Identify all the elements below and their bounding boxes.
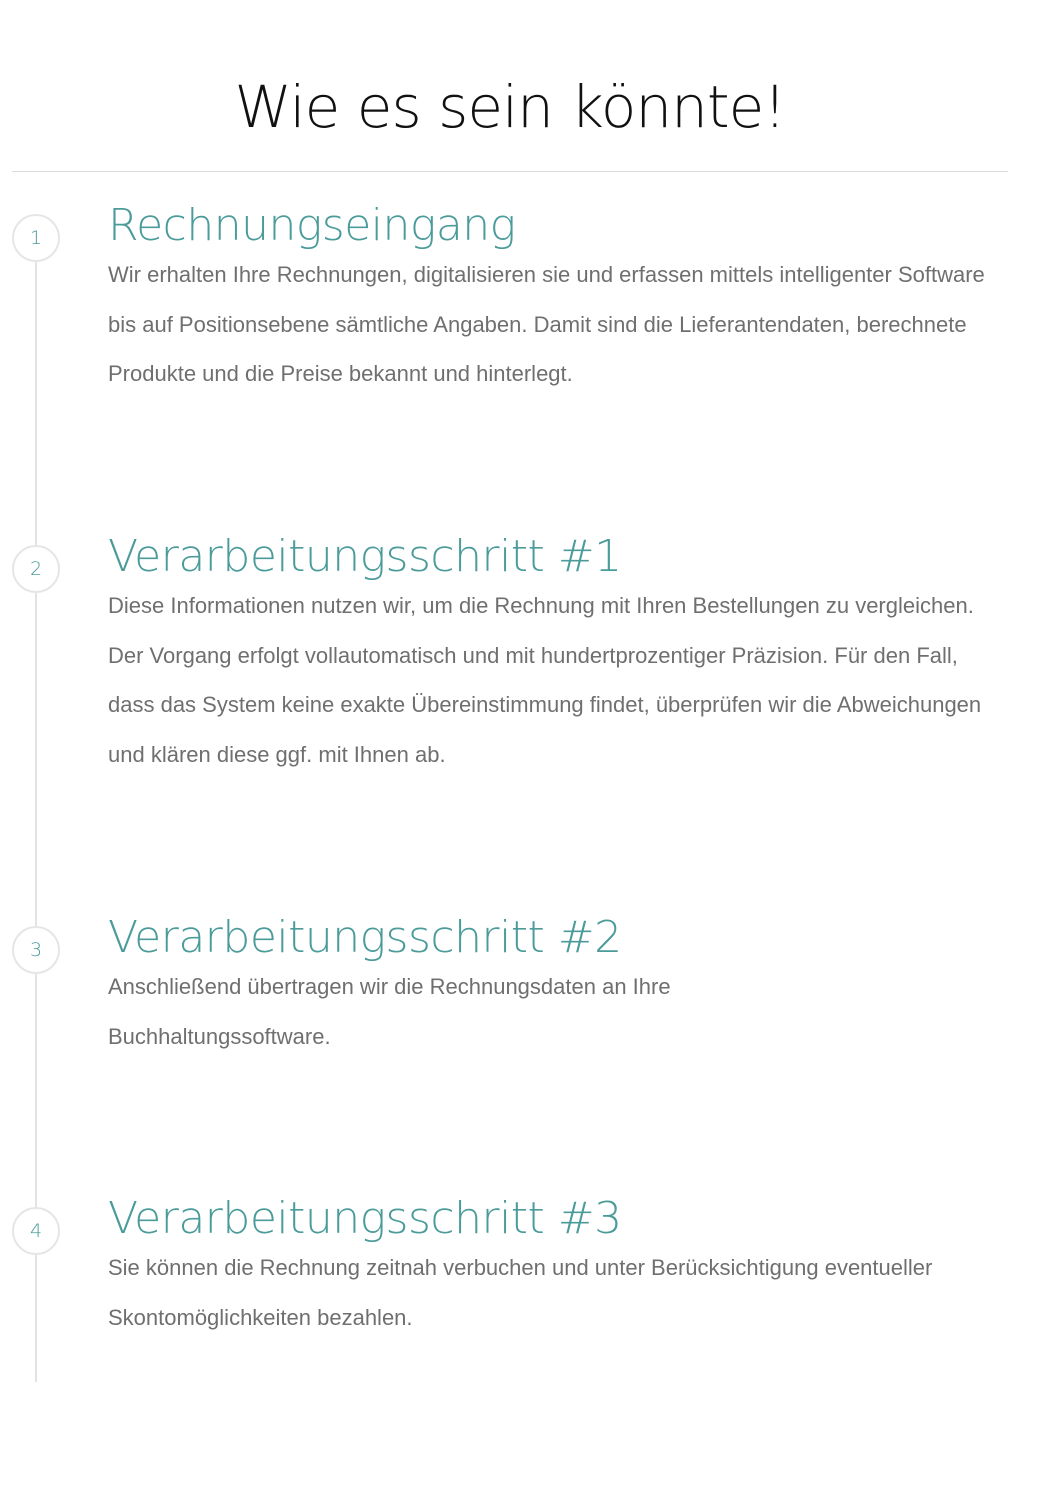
step-title: Verarbeitungsschritt #1 xyxy=(108,531,622,582)
page-title: Wie es sein könnte! xyxy=(234,72,786,141)
step-number-badge: 1 xyxy=(12,214,60,262)
step-title: Verarbeitungsschritt #3 xyxy=(108,1193,622,1244)
step-description: Sie können die Rechnung zeitnah verbuchen und unter Berücksichtigung eventueller Skontomöglichkeiten bezahlen. xyxy=(108,1255,933,1330)
step-number-badge: 3 xyxy=(12,926,60,974)
divider xyxy=(12,171,1008,172)
step-description: Diese Informationen nutzen wir, um die Rechnung mit Ihren Bestellungen zu vergleichen. Der Vorgang erfolgt vollautomatisch und mit hundertprozentiger Präzision. Für den Fall, dass das System keine exakte Übereinstimmung findet, überprüfen wir die Abweichungen und klären diese ggf. mit Ihnen ab. xyxy=(108,593,982,767)
step-title: Verarbeitungsschritt #2 xyxy=(108,912,622,963)
step-description: Anschließend übertragen wir die Rechnungsdaten an Ihre Buchhaltungssoftware. xyxy=(108,974,671,1049)
step-title: Rechnungseingang xyxy=(108,200,516,251)
step-number-badge: 2 xyxy=(12,545,60,593)
step-number-badge: 4 xyxy=(12,1207,60,1255)
step-description: Wir erhalten Ihre Rechnungen, digitalisieren sie und erfassen mittels intelligenter Software bis auf Positionsebene sämtliche Angaben. Damit sind die Lieferantendaten, berechnete Produkte und die Preise bekannt und hinterlegt. xyxy=(108,262,985,386)
